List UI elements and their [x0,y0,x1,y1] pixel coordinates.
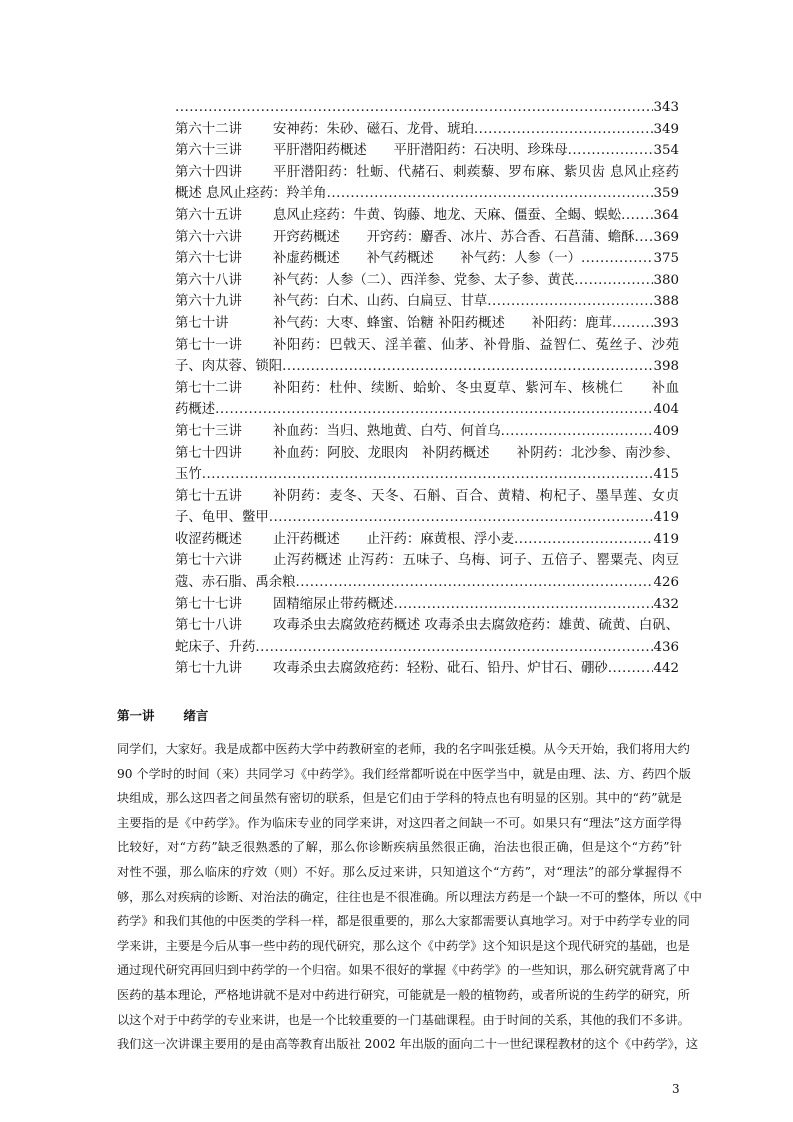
toc-entry-line[interactable] [175,507,679,529]
toc-entry-line[interactable] [175,572,679,594]
dot-leader [568,140,654,162]
body-text-line: 学来讲，主要是今后从事一些中药的现代研究，那么这个《中药学》这个知识是这个现代研究的基础，也是 [117,938,690,953]
dot-leader [501,421,654,443]
toc-title: 固精缩尿止带药概述 [273,596,394,612]
page-number: 3 [672,1082,680,1096]
dot-leader [574,270,653,292]
toc-entry-line[interactable] [175,162,679,184]
toc-page-number: 354 [653,143,679,159]
toc-title: 补血药：阿胶、龙眼肉 补阴药概述 补阴药：北沙参、南沙参、 [273,445,679,461]
toc-title: 补阳药：杜仲、续断、蛤蚧、冬虫夏草、紫河车、核桃仁 补血 [273,380,679,396]
toc-page-number: 349 [653,121,679,137]
toc-title: 攻毒杀虫去腐敛疮药概述 攻毒杀虫去腐敛疮药：雄黄、硫黄、白矾、 [273,618,679,634]
toc-entry-line[interactable] [175,227,679,249]
toc-title: 止汗药概述 止汗药：麻黄根、浮小麦 [273,531,515,547]
dot-leader [282,356,653,378]
body-text-line: 主要指的是《中药学》。作为临床专业的同学来讲，对这四者之间缺一不可。如果只有“理法”这方面学得 [117,815,682,830]
toc-title: 药概述 [175,402,216,418]
toc-entry-line[interactable] [175,183,679,205]
toc-page-number: 432 [653,596,679,612]
toc-title: 蔻、赤石脂、禹余粮 [175,575,296,591]
toc-entry-line[interactable] [175,421,679,443]
toc-entry-line[interactable] [175,658,679,680]
dot-leader [581,248,653,270]
toc-title: 蛇床子、升药 [175,639,256,655]
toc-lecture-number: 第七十六讲 [175,553,242,569]
toc-lecture-number: 第六十九讲 [175,294,242,310]
toc-page-number: 380 [653,272,679,288]
toc-entry-line[interactable] [175,637,679,659]
toc-page-number: 436 [653,639,679,655]
toc-lecture-number: 第七十一讲 [175,337,242,353]
dot-leader [621,205,653,227]
toc-entry-line[interactable] [175,399,679,421]
dot-leader [296,572,654,594]
toc-entry-line[interactable] [175,378,679,400]
toc-entry-line[interactable] [175,140,679,162]
toc-entry-line[interactable] [175,97,679,119]
body-text-line: 同学们，大家好。我是成都中医药大学中药教研室的老师，我的名字叫张廷模。从今天开始，我们将用大约 [117,742,690,756]
dot-leader [487,291,653,313]
toc-lecture-number: 第六十七讲 [175,251,242,267]
dot-leader [202,464,654,486]
toc-entry-line[interactable] [175,335,679,357]
toc-lecture-number: 第七十三讲 [175,423,242,439]
table-of-contents [175,97,679,680]
toc-title: 子、龟甲、鳖甲 [175,510,269,526]
body-text-line: 块组成，那么这四者之间虽然有密切的联系，但是它们由于学科的特点也有明显的区别。其中的“药”就是 [117,791,682,806]
toc-page-number: 343 [653,100,679,115]
toc-entry-line[interactable] [175,615,679,637]
toc-page-number: 409 [653,423,679,439]
toc-entry-line[interactable] [175,248,679,270]
dot-leader [175,97,653,119]
body-text-line: 对性不强，那么临床的疗效（则）不好。那么反过来讲，只知道这个“方药”，对“理法”的部分掌握得不 [117,864,682,879]
dot-leader [608,658,654,680]
toc-page-number: 398 [653,359,679,375]
dot-leader [612,313,653,335]
toc-title: 补气药：人参（二）、西洋参、党参、太子参、黄芪 [273,272,575,288]
toc-lecture-number: 第七十四讲 [175,445,242,461]
toc-lecture-number: 第六十三讲 [175,143,242,159]
lecture-title: 绪言 [183,708,209,723]
toc-page-number: 419 [653,531,679,547]
body-text-line: 医药的基本理论，严格地讲就不是对中药进行研究，可能就是一般的植物药，或者所说的生药学的研究，所 [117,987,690,1002]
toc-entry-line[interactable] [175,356,679,378]
toc-entry-line[interactable] [175,464,679,486]
toc-entry-line[interactable] [175,443,679,465]
toc-entry-line[interactable] [175,291,679,313]
body-text-line: 通过现代研究再回归到中药学的一个归宿。如果不很好的掌握《中药学》的一些知识，那么研究就背离了中 [117,963,690,978]
toc-title: 平肝潜阳药：牡蛎、代赭石、刺蒺藜、罗布麻、紫贝齿 息风止痉药 [273,164,679,180]
toc-page-number: 442 [653,661,679,677]
lecture-heading [117,706,208,724]
toc-page-number: 369 [653,229,679,245]
toc-lecture-number: 第七十讲 [175,315,229,331]
toc-page-number: 426 [653,575,679,591]
toc-title: 子、肉苁蓉、锁阳 [175,359,283,375]
body-text-line: 够，那么对疾病的诊断、对治法的确定，往往也是不很准确。所以理法方药是一个缺一不可的整体，所以《中 [117,889,702,904]
toc-lecture-number: 第六十四讲 [175,164,242,180]
body-text-line: 比较好，对“方药”缺乏很熟悉的了解，那么你诊断疾病虽然很正确，治法也很正确，但是这个“方药”针 [117,840,682,855]
toc-page-number: 415 [653,467,679,483]
toc-entry-line[interactable] [175,486,679,508]
toc-title: 概述 息风止痉药：羚羊角 [175,186,327,202]
toc-page-number: 364 [653,207,679,223]
dot-leader [474,119,654,141]
toc-page-number: 359 [653,186,679,202]
toc-page-number: 404 [653,402,679,418]
toc-page-number: 388 [653,294,679,310]
toc-page-number: 419 [653,510,679,526]
toc-title: 止泻药概述 止泻药：五味子、乌梅、诃子、五倍子、罂粟壳、肉豆 [273,553,679,569]
toc-title: 补气药：大枣、蜂蜜、饴糖 补阳药概述 补阳药：鹿茸 [273,315,613,331]
toc-entry-line[interactable] [175,205,679,227]
toc-lecture-number: 第六十八讲 [175,272,242,288]
toc-title: 补虚药概述 补气药概述 补气药：人参（一） [273,251,581,267]
dot-leader [255,637,653,659]
toc-lecture-number: 第七十五讲 [175,488,242,504]
toc-title: 攻毒杀虫去腐敛疮药：轻粉、砒石、铅丹、炉甘石、硼砂 [273,661,608,677]
toc-lecture-number: 第七十九讲 [175,661,242,677]
body-text [117,737,702,1057]
dot-leader [269,507,654,529]
body-text-line: 我们这一次讲课主要用的是由高等教育出版社 2002 年出版的面向二十一世纪课程教材的这个《中药学》，这 [117,1037,699,1052]
toc-lecture-number: 第七十八讲 [175,618,242,634]
toc-entry-line[interactable] [175,270,679,292]
dot-leader [635,227,654,249]
toc-lecture-number: 第七十七讲 [175,596,242,612]
toc-title: 补血药：当归、熟地黄、白芍、何首乌 [273,423,501,439]
toc-title: 补气药：白术、山药、白扁豆、甘草 [273,294,488,310]
body-text-line: 药学》和我们其他的中医类的学科一样，都是很重要的，那么大家都需要认真地学习。对于中药学专业的同 [117,914,690,929]
toc-title: 玉竹 [175,467,202,483]
toc-lecture-number: 收涩药概述 [175,531,242,547]
dot-leader [394,594,654,616]
toc-title: 补阳药：巴戟天、淫羊藿、仙茅、补骨脂、益智仁、菟丝子、沙苑 [273,337,679,353]
toc-lecture-number: 第六十六讲 [175,229,242,245]
toc-entry-line[interactable] [175,529,679,551]
toc-lecture-number: 第六十五讲 [175,207,242,223]
body-text-line: 90 个学时的时间（来）共同学习《中药学》。我们经常都听说在中医学当中，就是由理、法、方、药四个版 [117,766,691,781]
dot-leader [514,529,653,551]
toc-title: 开窍药概述 开窍药：麝香、冰片、苏合香、石菖蒲、蟾酥 [273,229,635,245]
lecture-number: 第一讲 [117,708,155,723]
toc-entry-line[interactable] [175,313,679,335]
toc-title: 息风止痉药：牛黄、钩藤、地龙、天麻、僵蚕、全蝎、蜈蚣 [273,207,622,223]
toc-page-number: 375 [653,251,679,267]
dot-leader [327,183,654,205]
toc-title: 平肝潜阳药概述 平肝潜阳药：石决明、珍珠母 [273,143,568,159]
body-text-line: 以这个对于中药学的专业来讲，也是一个比较重要的一门基础课程。由于时间的关系，其他的我们不多讲。 [117,1012,690,1027]
toc-title: 安神药：朱砂、磁石、龙骨、琥珀 [273,121,474,137]
toc-lecture-number: 第六十二讲 [175,121,242,137]
toc-entry-line[interactable] [175,550,679,572]
toc-page-number: 393 [653,315,679,331]
toc-lecture-number: 第七十二讲 [175,380,242,396]
toc-entry-line[interactable] [175,594,679,616]
toc-title: 补阴药：麦冬、天冬、石斛、百合、黄精、枸杞子、墨旱莲、女贞 [273,488,679,504]
dot-leader [215,399,653,421]
toc-entry-line[interactable] [175,119,679,141]
